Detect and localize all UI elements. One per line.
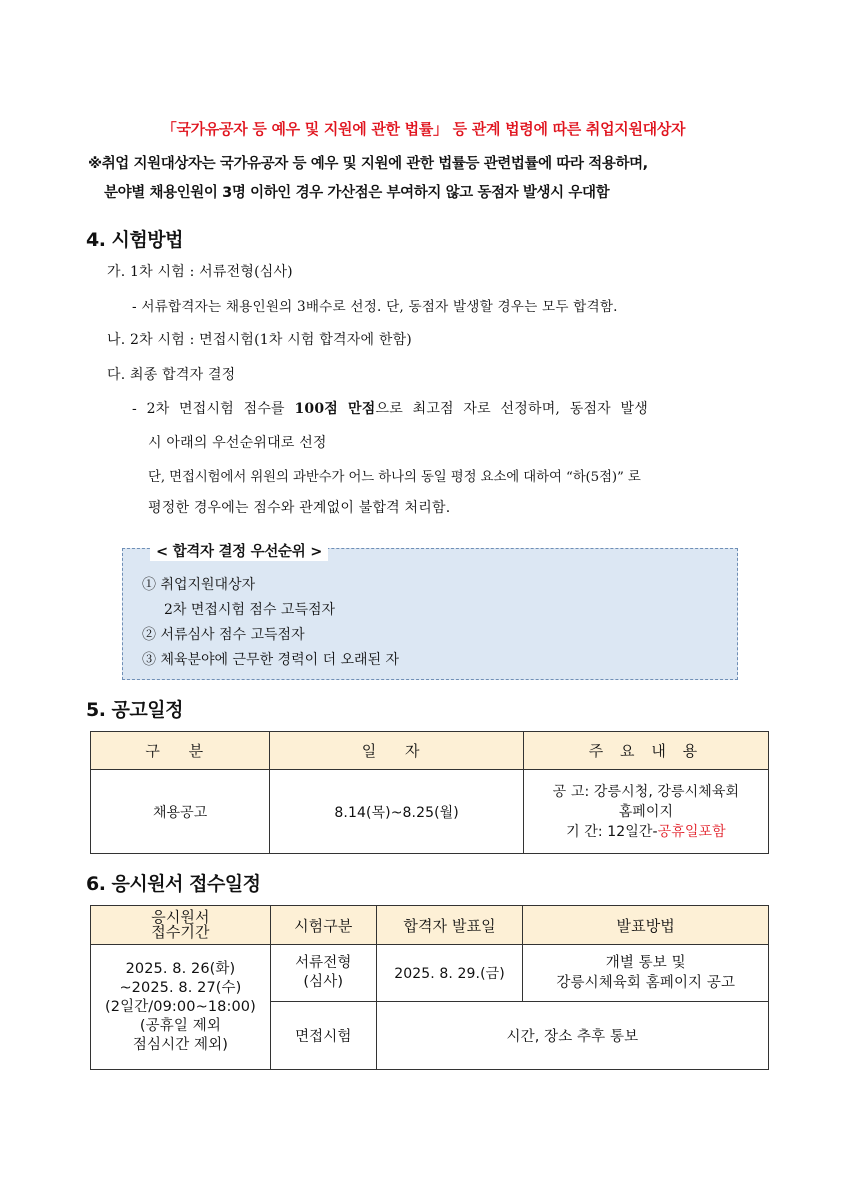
final-line-1 <box>132 398 648 418</box>
section-5-heading: 5. 공고일정 <box>86 699 183 721</box>
final-line-2: 시 아래의 우선순위대로 선정 <box>148 435 327 451</box>
table-row <box>91 770 769 854</box>
table-row <box>91 945 769 1002</box>
content-line-2: 홈페이지 <box>618 803 674 820</box>
header-date: 일 자 <box>270 732 523 770</box>
cell-content <box>523 770 768 854</box>
full-score-text: 100점 만점 <box>294 401 376 417</box>
header-content: 주 요 내 용 <box>523 732 768 770</box>
cell-announce-date: 2025. 8. 29.(금) <box>376 945 523 1002</box>
final-decision: 다. 최종 합격자 결정 <box>107 367 236 383</box>
notice-title: 「국가유공자 등 예우 및 지원에 관한 법률」 등 관계 법령에 따른 취업지원대상자 <box>161 120 686 138</box>
final-line-3: 단, 면접시험에서 위원의 과반수가 어느 하나의 동일 평정 요소에 대하여 “하(5점)” 로 <box>148 470 641 485</box>
notice-line-1: ※취업 지원대상자는 국가유공자 등 예우 및 지원에 관한 법률등 관련법률에 따라 적용하며, <box>88 156 648 172</box>
section-6-heading: 6. 응시원서 접수일정 <box>86 873 261 895</box>
final-line-4: 평정한 경우에는 점수와 관계없이 불합격 처리함. <box>148 500 451 516</box>
section-4-heading: 4. 시험방법 <box>86 229 183 251</box>
header-exam-type: 시험구분 <box>270 906 376 945</box>
cell-interview-note: 시간, 장소 추후 통보 <box>376 1002 768 1070</box>
priority-item-1: ① 취업지원대상자 <box>142 577 256 593</box>
application-table <box>90 905 769 1070</box>
notice-line-2: 분야별 채용인원이 3명 이하인 경우 가산점은 부여하지 않고 동점자 발생시 우대함 <box>104 185 610 201</box>
cell-category: 채용공고 <box>91 770 270 854</box>
table-header-row <box>91 732 769 770</box>
first-exam: 가. 1차 시험 : 서류전형(심사) <box>107 264 293 280</box>
final-line-1-pre: - 2차 면접시험 점수를 <box>132 401 295 417</box>
priority-item-1-detail: 2차 면접시험 점수 고득점자 <box>164 602 336 618</box>
second-exam: 나. 2차 시험 : 면접시험(1차 시험 합격자에 한함) <box>107 332 412 348</box>
cell-method: 개별 통보 및 강릉시체육회 홈페이지 공고 <box>523 945 769 1002</box>
final-line-1-post: 으로 최고점 자로 선정하며, 동점자 발생 <box>375 401 648 417</box>
priority-item-3: ③ 체육분야에 근무한 경력이 더 오래된 자 <box>142 652 400 668</box>
header-method: 발표방법 <box>523 906 769 945</box>
holiday-included-text: 공휴일포함 <box>657 823 726 840</box>
cell-interview: 면접시험 <box>270 1002 376 1070</box>
cell-document-screening: 서류전형 (심사) <box>270 945 376 1002</box>
content-line-1: 공 고: 강릉시청, 강릉시체육회 <box>552 783 740 800</box>
header-announce-date: 합격자 발표일 <box>376 906 523 945</box>
cell-period: 2025. 8. 26(화) ~2025. 8. 27(수) (2일간/09:00~18:00) (공휴일 제외 점심시간 제외) <box>91 945 271 1070</box>
content-line-3: 기 간: 12일간-공휴일포함 <box>566 823 726 840</box>
table-header-row <box>91 906 769 945</box>
priority-item-2: ② 서류심사 점수 고득점자 <box>142 627 305 643</box>
priority-title: < 합격자 결정 우선순위 > <box>150 540 328 561</box>
announcement-table <box>90 731 769 854</box>
header-category: 구 분 <box>91 732 270 770</box>
header-period: 응시원서 접수기간 <box>91 906 271 945</box>
first-exam-detail: - 서류합격자는 채용인원의 3배수로 선정. 단, 동점자 발생할 경우는 모두 합격함. <box>132 299 618 315</box>
cell-date: 8.14(목)~8.25(월) <box>270 770 523 854</box>
